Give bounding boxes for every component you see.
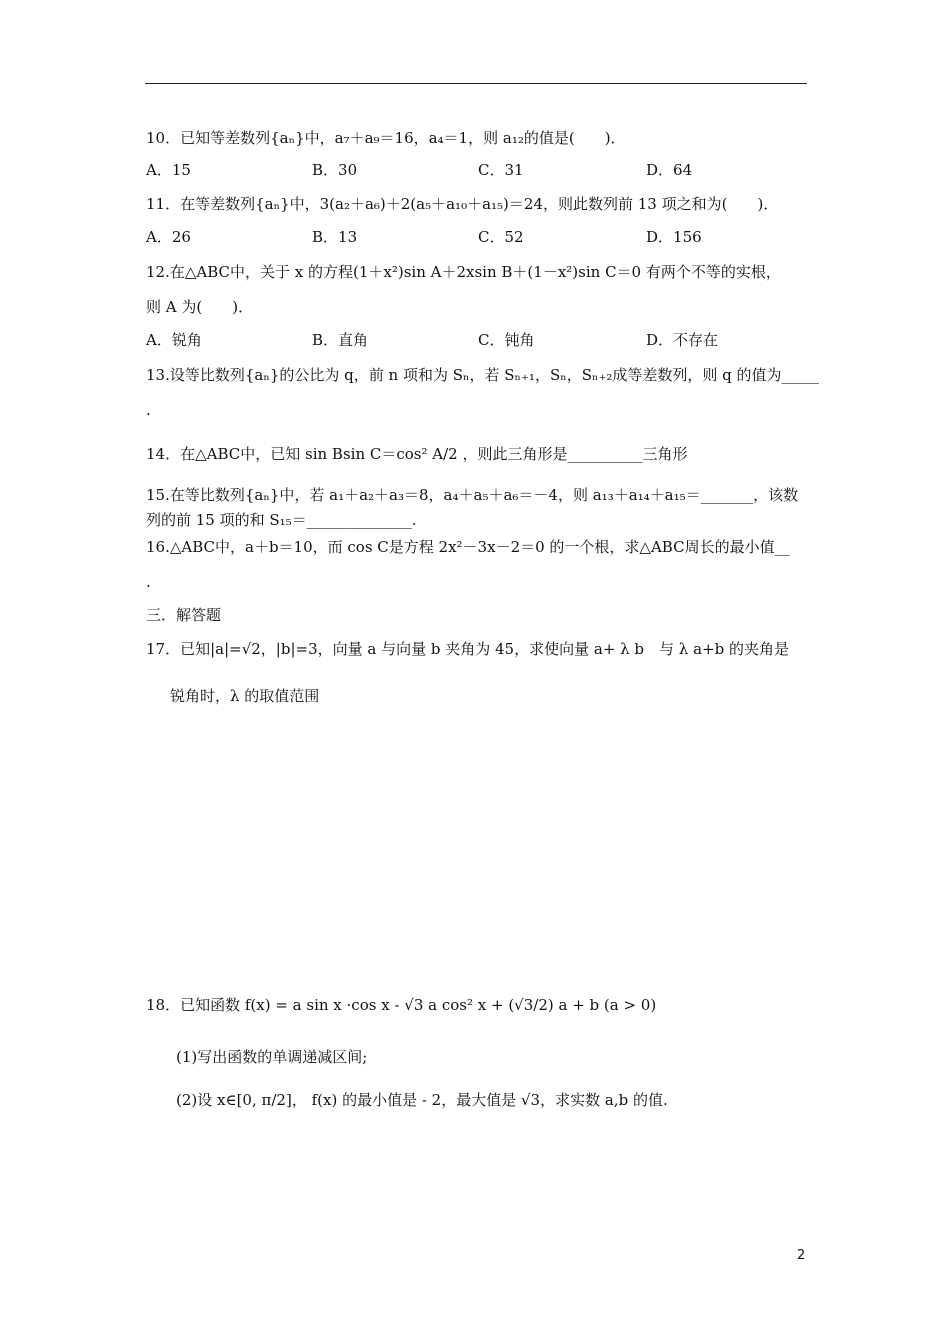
q16-line1: 16.△ABC中，a＋b＝10，而 cos C是方程 2x²－3x－2＝0 的一个根，求△ABC周长的最小值__ xyxy=(146,538,790,556)
q18-part2: (2)设 x∈[0, π/2]， f(x) 的最小值是 - 2，最大值是 √3，求实数 a,b 的值. xyxy=(176,1091,668,1109)
q10-option-a: A．15 xyxy=(146,161,191,179)
q16-line2: . xyxy=(146,573,151,591)
section-heading: 三．解答题 xyxy=(146,606,222,624)
page-number: 2 xyxy=(797,1248,806,1263)
q14-text: 14．在△ABC中，已知 sin Bsin C＝cos² A/2 ，则此三角形是__________三角形 xyxy=(146,445,688,463)
q10-option-c: C．31 xyxy=(478,161,524,179)
q11-option-c: C．52 xyxy=(478,228,524,246)
q12-option-d: D．不存在 xyxy=(646,331,719,349)
q11-option-d: D．156 xyxy=(646,228,702,246)
q12-stem-line2: 则 A 为( )． xyxy=(146,298,254,316)
header-rule xyxy=(145,83,807,84)
q11-stem: 11．在等差数列{aₙ}中，3(a₂＋a₆)＋2(a₅＋a₁₀＋a₁₅)＝24，则此数列前 13 项之和为( )． xyxy=(146,195,779,213)
q12-option-b: B．直角 xyxy=(312,331,369,349)
q18-part1: (1)写出函数的单调递减区间; xyxy=(176,1048,368,1066)
q18-line1: 18．已知函数 f(x) = a sin x ·cos x - √3 a cos² x + (√3/2) a + b (a > 0) xyxy=(146,996,657,1014)
q15-line2: 列的前 15 项的和 S₁₅＝______________. xyxy=(146,511,417,529)
q15-line1: 15.在等比数列{aₙ}中，若 a₁＋a₂＋a₃＝8，a₄＋a₅＋a₆＝－4，则 a₁₃＋a₁₄＋a₁₅＝_______，该数 xyxy=(146,486,799,504)
q13-line1: 13.设等比数列{aₙ}的公比为 q，前 n 项和为 Sₙ，若 Sₙ₊₁，Sₙ，Sₙ₊₂成等差数列，则 q 的值为_____ xyxy=(146,366,820,384)
q17-line2: 锐角时，λ 的取值范围 xyxy=(170,687,320,705)
q11-option-b: B．13 xyxy=(312,228,358,246)
q12-option-a: A．锐角 xyxy=(146,331,202,349)
q12-stem-line1: 12.在△ABC中，关于 x 的方程(1＋x²)sin A＋2xsin B＋(1－x²)sin C＝0 有两个不等的实根， xyxy=(146,263,781,281)
q12-option-c: C．钝角 xyxy=(478,331,535,349)
q10-option-b: B．30 xyxy=(312,161,358,179)
q10-stem: 10．已知等差数列{aₙ}中，a₇＋a₉＝16，a₄＝1，则 a₁₂的值是( )． xyxy=(146,129,626,147)
q13-line2: . xyxy=(146,401,151,419)
q10-option-d: D．64 xyxy=(646,161,693,179)
q17-line1: 17．已知|a|=√2，|b|=3，向量 a 与向量 b 夹角为 45，求使向量 a+ λ b 与 λ a+b 的夹角是 xyxy=(146,640,789,658)
q11-option-a: A．26 xyxy=(146,228,191,246)
